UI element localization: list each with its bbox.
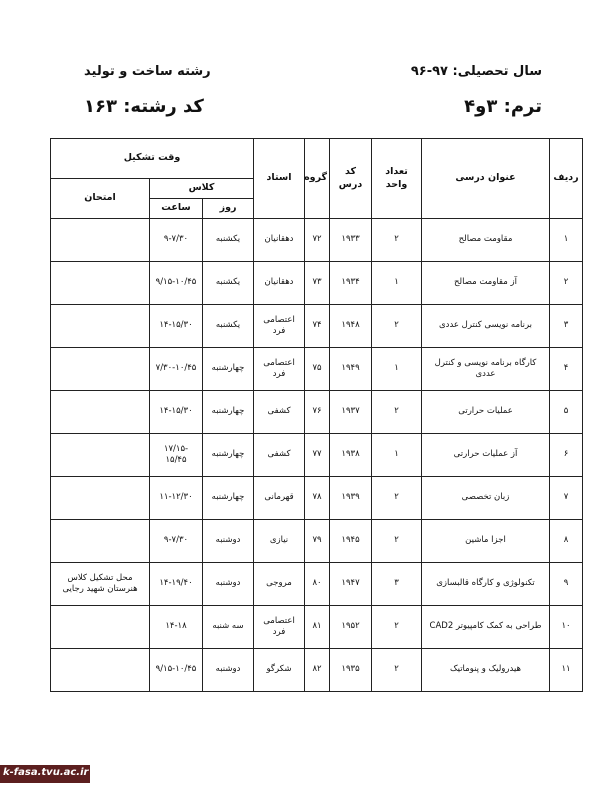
cell-units: ۱ (372, 262, 422, 305)
cell-day: یکشنبه (203, 219, 254, 262)
cell-units: ۱ (372, 434, 422, 477)
header-code-line2: درس (338, 178, 363, 190)
cell-units: ۲ (372, 606, 422, 649)
table-row (51, 305, 583, 348)
cell-time: ۹/۱۵-۱۰/۴۵ (150, 649, 203, 692)
cell-row-no: ۸ (550, 520, 583, 563)
cell-code: ۱۹۴۹ (330, 348, 372, 391)
cell-row-no: ۴ (550, 348, 583, 391)
table-row (51, 606, 583, 649)
cell-day: چهارشنبه (203, 477, 254, 520)
cell-time: ۱۱-۱۲/۳۰ (150, 477, 203, 520)
cell-course-title: برنامه نویسی کنترل عددی (422, 305, 550, 348)
cell-row-no: ۹ (550, 563, 583, 606)
cell-exam (51, 606, 150, 649)
cell-code: ۱۹۳۸ (330, 434, 372, 477)
header-schedule: وقت تشکیل (51, 139, 254, 179)
cell-units: ۲ (372, 219, 422, 262)
cell-exam (51, 262, 150, 305)
cell-code: ۱۹۴۷ (330, 563, 372, 606)
cell-exam (51, 520, 150, 563)
cell-time: ۱۷/۱۵- ۱۵/۴۵ (150, 434, 203, 477)
cell-code: ۱۹۵۲ (330, 606, 372, 649)
cell-exam (51, 477, 150, 520)
cell-instructor: کشفی (254, 391, 305, 434)
cell-time: ۹-۷/۳۰ (150, 219, 203, 262)
cell-time: ۹/۱۵-۱۰/۴۵ (150, 262, 203, 305)
cell-row-no: ۳ (550, 305, 583, 348)
table-row (51, 520, 583, 563)
cell-group: ۷۶ (305, 391, 330, 434)
header-units-line2: واحد (385, 178, 408, 190)
cell-code: ۱۹۴۵ (330, 520, 372, 563)
cell-instructor: دهقانیان (254, 219, 305, 262)
cell-group: ۷۷ (305, 434, 330, 477)
cell-row-no: ۲ (550, 262, 583, 305)
table-row (51, 219, 583, 262)
cell-course-title: طراحی به کمک کامپیوتر CAD2 (422, 606, 550, 649)
cell-time: ۱۴-۱۵/۳۰ (150, 391, 203, 434)
header-exam: امتحان (51, 179, 150, 219)
cell-code: ۱۹۳۳ (330, 219, 372, 262)
cell-day: یکشنبه (203, 262, 254, 305)
cell-row-no: ۷ (550, 477, 583, 520)
cell-day: دوشنبه (203, 520, 254, 563)
table-row (51, 262, 583, 305)
cell-day: چهارشنبه (203, 434, 254, 477)
cell-exam (51, 219, 150, 262)
cell-group: ۸۲ (305, 649, 330, 692)
cell-course-title: مقاومت مصالح (422, 219, 550, 262)
header-row-no: ردیف (550, 139, 583, 219)
cell-instructor: اعتصامی فرد (254, 348, 305, 391)
header-group: گروه (305, 139, 330, 219)
cell-time: ۱۴-۱۹/۴۰ (150, 563, 203, 606)
header-code (330, 139, 372, 219)
cell-instructor: دهقانیان (254, 262, 305, 305)
cell-exam: محل تشکیل کلاس هنرستان شهید رجایی (51, 563, 150, 606)
cell-exam (51, 305, 150, 348)
cell-instructor: اعتصامی فرد (254, 305, 305, 348)
table-row (51, 348, 583, 391)
cell-exam (51, 391, 150, 434)
cell-group: ۷۲ (305, 219, 330, 262)
cell-day: چهارشنبه (203, 348, 254, 391)
cell-time: ۷/۳۰-۱۰/۴۵ (150, 348, 203, 391)
cell-course-title: آز مقاومت مصالح (422, 262, 550, 305)
cell-exam (51, 434, 150, 477)
header-units (372, 139, 422, 219)
cell-course-title: کارگاه برنامه نویسی و کنترل عددی (422, 348, 550, 391)
cell-row-no: ۱۰ (550, 606, 583, 649)
cell-group: ۷۵ (305, 348, 330, 391)
cell-instructor: اعتصامی فرد (254, 606, 305, 649)
cell-code: ۱۹۳۴ (330, 262, 372, 305)
cell-course-title: عملیات حرارتی (422, 391, 550, 434)
course-schedule-table (50, 138, 583, 692)
cell-instructor: قهرمانی (254, 477, 305, 520)
header-units-line1: تعداد (385, 165, 408, 177)
field-code: کد رشته: ۱۶۳ (84, 96, 204, 117)
cell-day: سه شنبه (203, 606, 254, 649)
cell-time: ۱۴-۱۸ (150, 606, 203, 649)
cell-group: ۸۱ (305, 606, 330, 649)
cell-code: ۱۹۳۹ (330, 477, 372, 520)
cell-units: ۲ (372, 520, 422, 563)
cell-day: دوشنبه (203, 649, 254, 692)
cell-units: ۲ (372, 649, 422, 692)
cell-group: ۸۰ (305, 563, 330, 606)
cell-course-title: تکنولوژی و کارگاه قالبسازی (422, 563, 550, 606)
cell-exam (51, 348, 150, 391)
term-label: ترم: ۳و۴ (464, 96, 542, 117)
cell-code: ۱۹۳۷ (330, 391, 372, 434)
header-class: کلاس (150, 179, 254, 199)
cell-instructor: شکرگو (254, 649, 305, 692)
table-row (51, 434, 583, 477)
cell-group: ۷۴ (305, 305, 330, 348)
cell-group: ۷۸ (305, 477, 330, 520)
cell-day: یکشنبه (203, 305, 254, 348)
cell-row-no: ۶ (550, 434, 583, 477)
header-time: ساعت (150, 199, 203, 219)
cell-course-title: هیدرولیک و پنوماتیک (422, 649, 550, 692)
cell-row-no: ۱۱ (550, 649, 583, 692)
cell-instructor: کشفی (254, 434, 305, 477)
cell-instructor: نیازی (254, 520, 305, 563)
header-course-title: عنوان درسی (422, 139, 550, 219)
cell-units: ۲ (372, 391, 422, 434)
field-name: رشته ساخت و تولید (84, 64, 211, 79)
table-row (51, 391, 583, 434)
cell-course-title: اجزا ماشین (422, 520, 550, 563)
header-day: روز (203, 199, 254, 219)
cell-code: ۱۹۳۵ (330, 649, 372, 692)
cell-day: چهارشنبه (203, 391, 254, 434)
cell-instructor: مروجی (254, 563, 305, 606)
cell-code: ۱۹۴۸ (330, 305, 372, 348)
cell-group: ۷۳ (305, 262, 330, 305)
cell-time: ۱۴-۱۵/۳۰ (150, 305, 203, 348)
cell-row-no: ۱ (550, 219, 583, 262)
cell-course-title: آز عملیات حرارتی (422, 434, 550, 477)
header-instructor: استاد (254, 139, 305, 219)
cell-exam (51, 649, 150, 692)
cell-course-title: زبان تخصصی (422, 477, 550, 520)
header-code-line1: کد (345, 165, 357, 177)
site-link[interactable]: k-fasa.tvu.ac.ir (0, 765, 90, 783)
cell-group: ۷۹ (305, 520, 330, 563)
cell-units: ۱ (372, 348, 422, 391)
table-row (51, 477, 583, 520)
academic-year: سال تحصیلی: ۹۷-۹۶ (410, 64, 542, 79)
cell-units: ۲ (372, 305, 422, 348)
cell-time: ۹-۷/۳۰ (150, 520, 203, 563)
cell-units: ۲ (372, 477, 422, 520)
table-row (51, 563, 583, 606)
cell-row-no: ۵ (550, 391, 583, 434)
cell-units: ۳ (372, 563, 422, 606)
table-row (51, 649, 583, 692)
cell-day: دوشنبه (203, 563, 254, 606)
